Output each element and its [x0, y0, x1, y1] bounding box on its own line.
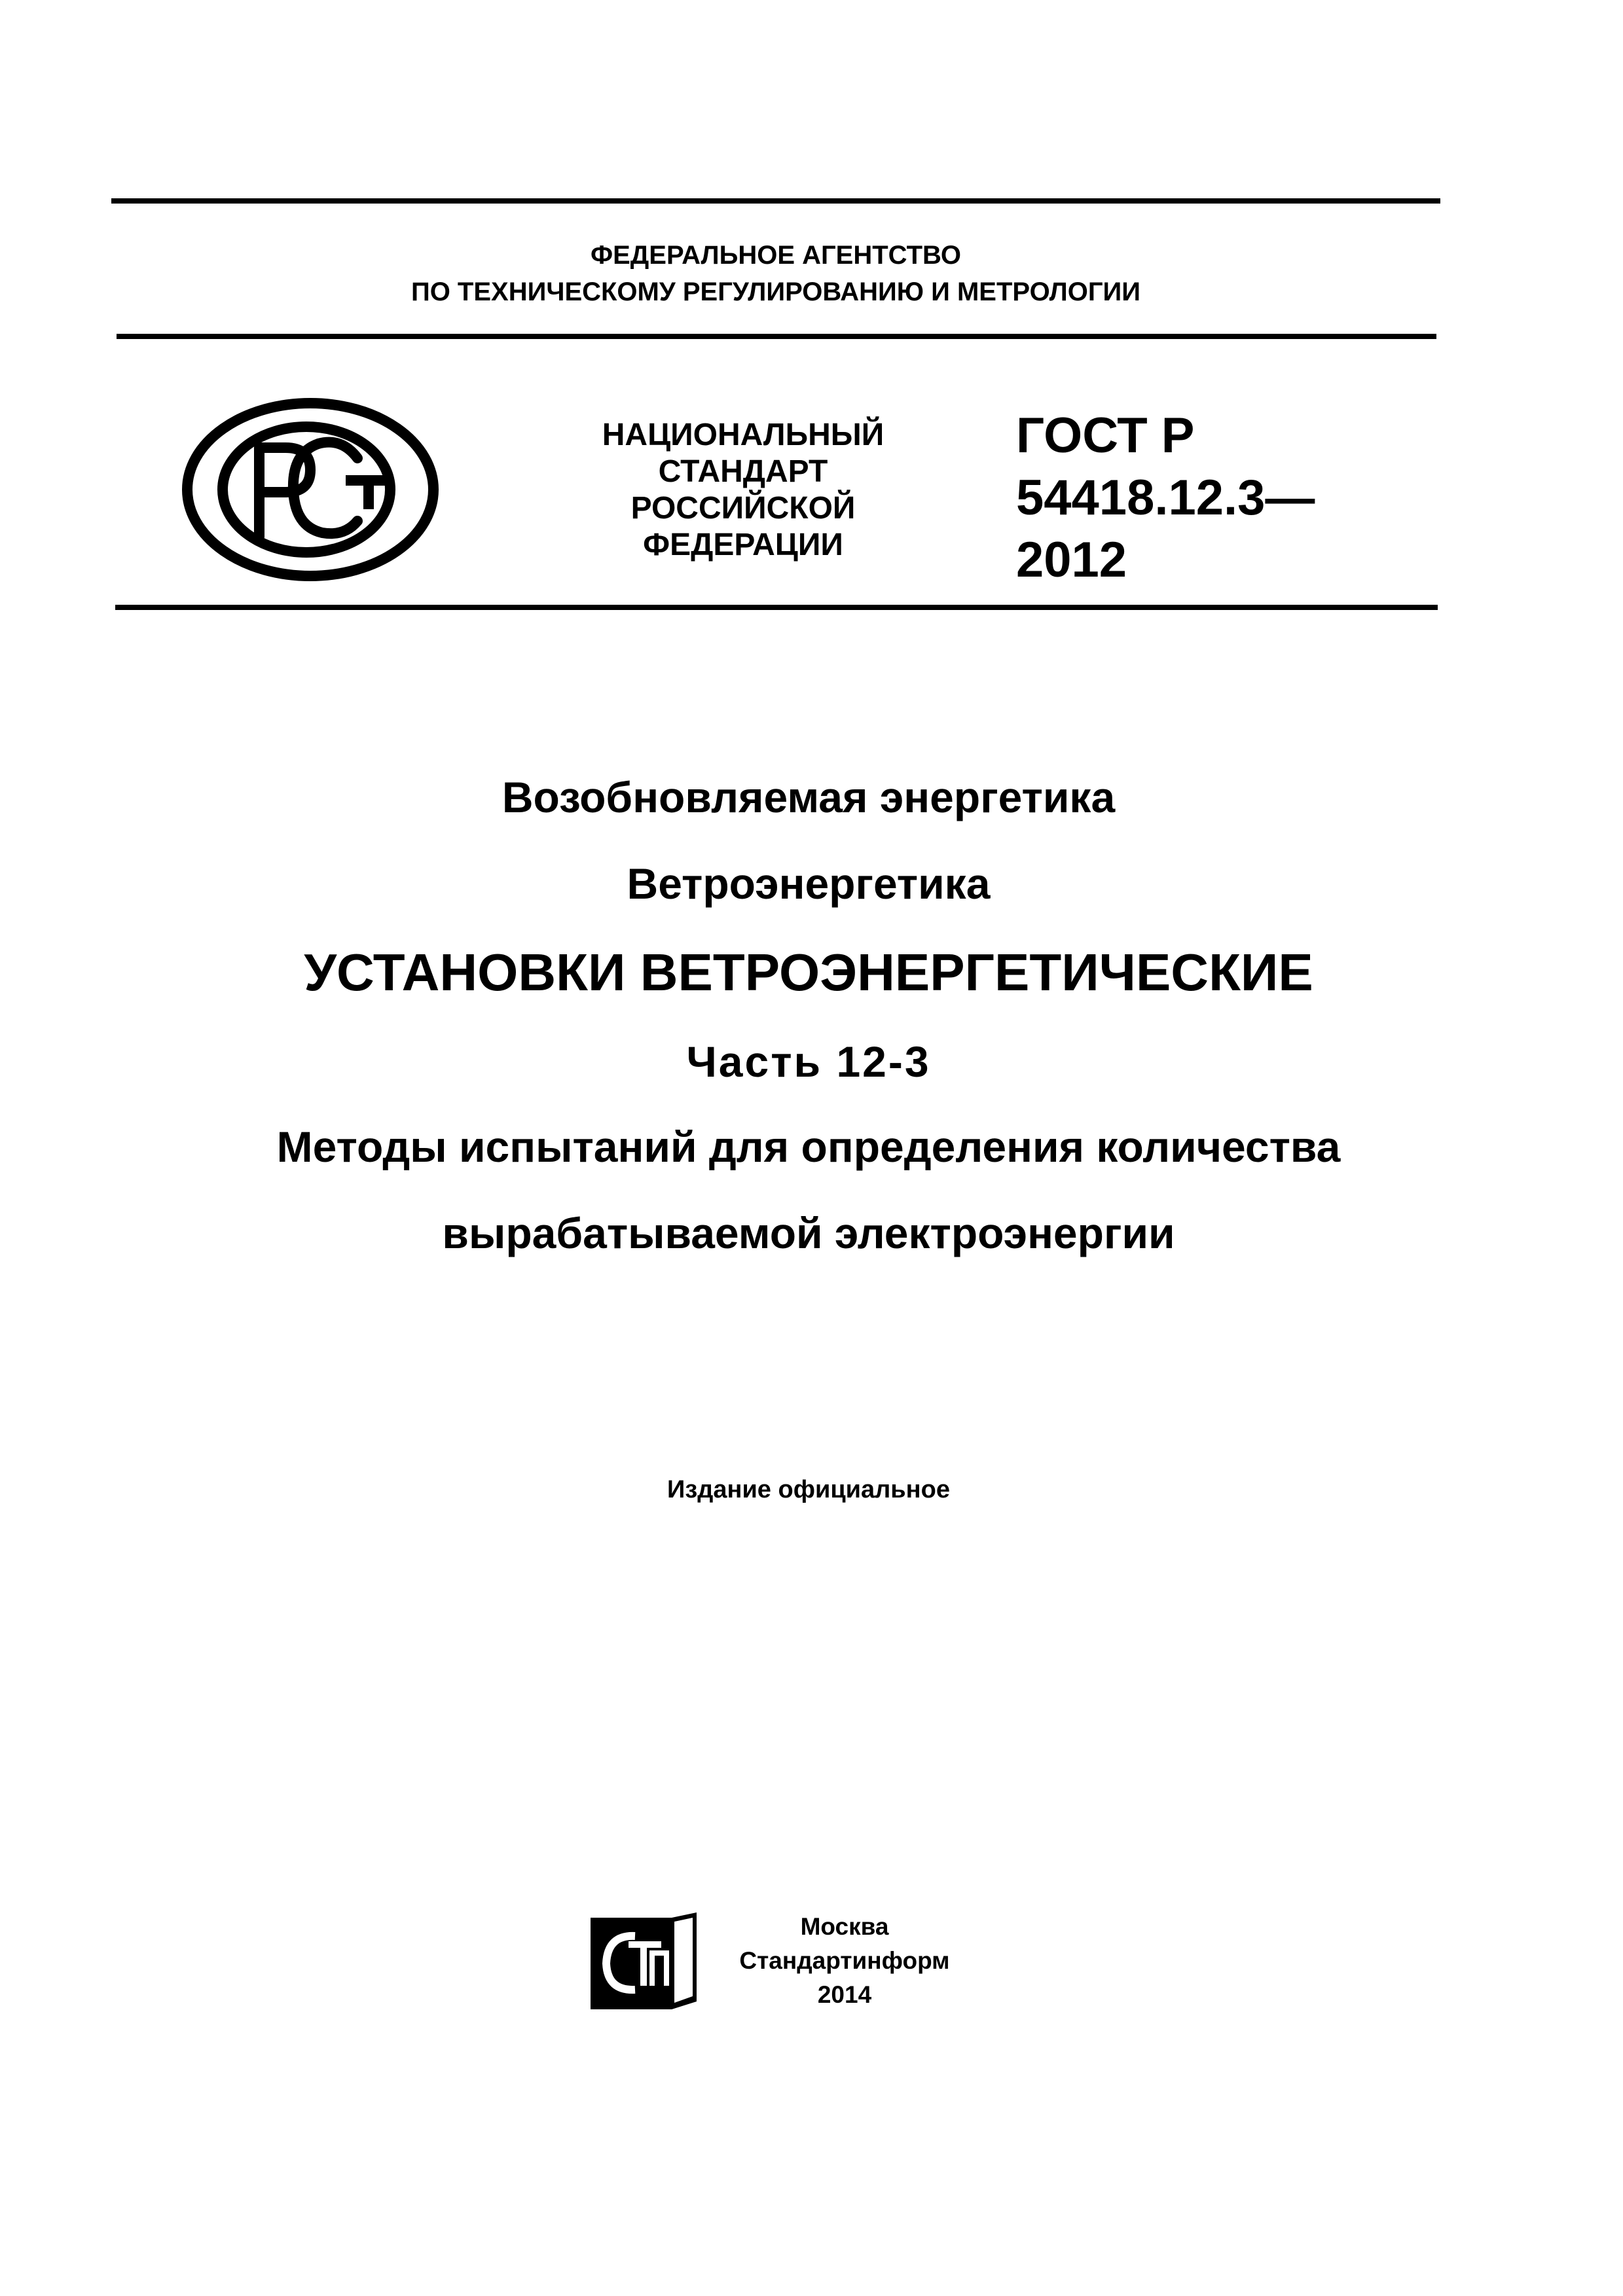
title-line-1: Возобновляемая энергетика — [501, 773, 1116, 821]
agency-name — [111, 237, 1440, 310]
gost-line-2: 54418.12.3— — [1016, 470, 1315, 526]
publisher-name: Стандартинформ — [739, 1947, 950, 1974]
title-line-3: УСТАНОВКИ ВЕТРОЭНЕРГЕТИЧЕСКИЕ — [304, 943, 1313, 1001]
title-line-4: Часть 12-3 — [686, 1037, 931, 1086]
gost-line-1: ГОСТ Р — [1016, 408, 1195, 463]
edition-label: Издание официальное — [667, 1476, 950, 1503]
publisher-info — [723, 1910, 966, 2012]
top-rule — [111, 198, 1440, 204]
publisher-year: 2014 — [817, 1981, 872, 2008]
gost-line-3: 2012 — [1016, 532, 1127, 588]
publisher-city: Москва — [800, 1913, 889, 1940]
title-line-2: Ветроэнергетика — [627, 859, 991, 908]
national-line-4: ФЕДЕРАЦИИ — [643, 528, 843, 562]
gost-designation — [1016, 404, 1315, 591]
national-line-3: РОССИЙСКОЙ — [630, 491, 856, 526]
header-rule — [117, 334, 1436, 339]
standartinform-logo — [588, 1912, 699, 2012]
rst-logo — [182, 398, 439, 581]
national-line-2: СТАНДАРТ — [658, 454, 828, 489]
title-line-5: Методы испытаний для определения количества — [276, 1122, 1341, 1171]
national-standard-label — [547, 417, 939, 564]
title-line-6: вырабатываемой электроэнергии — [442, 1209, 1175, 1257]
standard-block-rule — [115, 605, 1438, 610]
agency-line-1: ФЕДЕРАЛЬНОЕ АГЕНТСТВО — [590, 241, 962, 270]
agency-line-2: ПО ТЕХНИЧЕСКОМУ РЕГУЛИРОВАНИЮ И МЕТРОЛОГИИ — [410, 278, 1141, 306]
national-line-1: НАЦИОНАЛЬНЫЙ — [602, 418, 884, 452]
